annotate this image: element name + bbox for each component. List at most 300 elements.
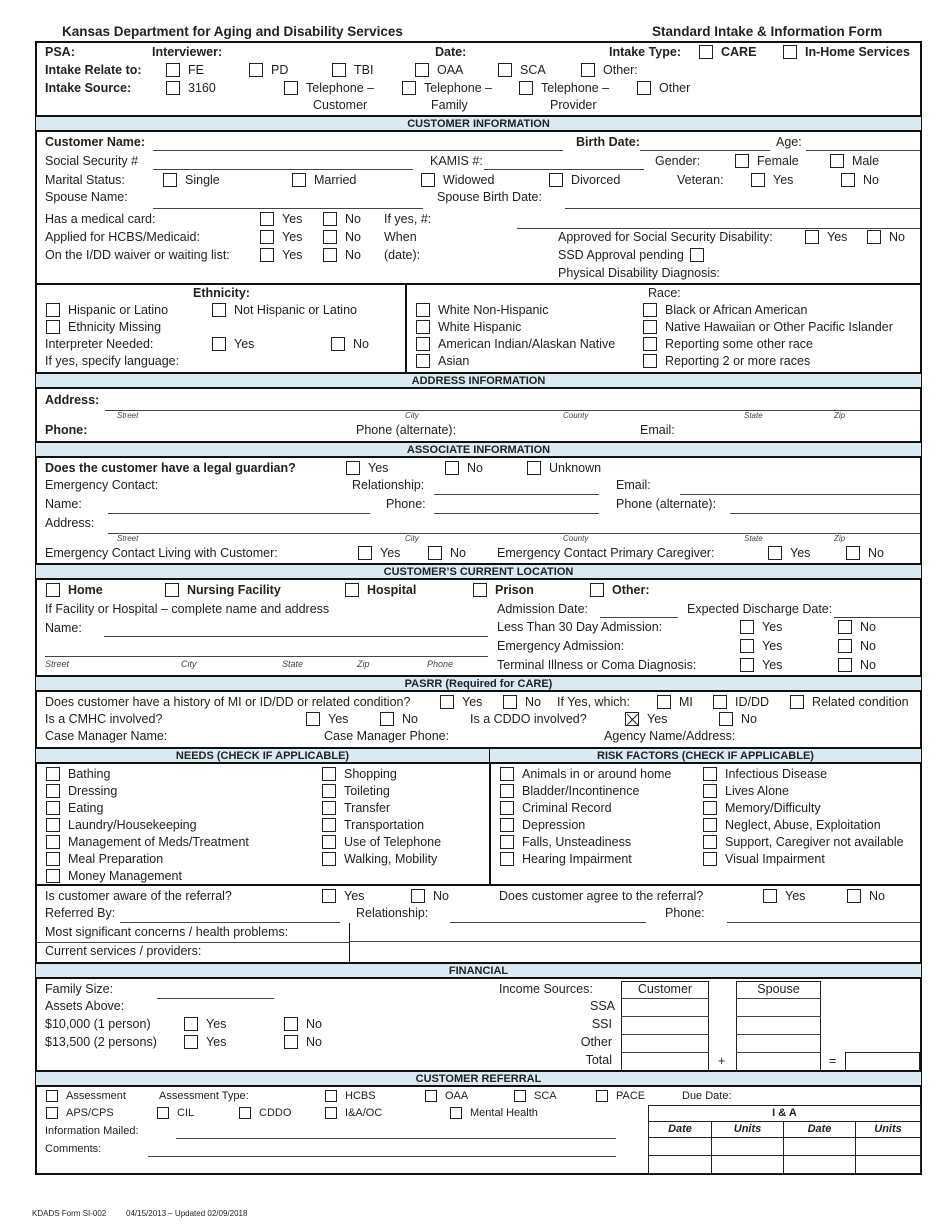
pasrr-history-yes-label: Yes: [462, 695, 483, 709]
race-pacific-label: Native Hawaiian or Other Pacific Islander: [665, 320, 893, 334]
mailed-field[interactable]: [176, 1138, 616, 1139]
need-walking-label: Walking, Mobility: [344, 852, 438, 866]
idd-no-checkbox[interactable]: [323, 248, 337, 262]
gender-label: Gender:: [655, 154, 701, 168]
need-telephone-checkbox[interactable]: [322, 835, 336, 849]
risk-support-checkbox[interactable]: [703, 835, 717, 849]
need-money-checkbox[interactable]: [46, 869, 60, 883]
risk-infectious-label: Infectious Disease: [725, 767, 828, 781]
living-yes-label: Yes: [380, 546, 401, 560]
pasrr-history-no-label: No: [525, 695, 541, 709]
facility-name-field[interactable]: [104, 636, 488, 637]
widowed-checkbox[interactable]: [421, 173, 435, 187]
ssd-pending-checkbox[interactable]: [690, 248, 704, 262]
agree-no-checkbox[interactable]: [847, 889, 861, 903]
relate-sca-label: SCA: [520, 63, 546, 77]
need-shopping-label: Shopping: [344, 767, 397, 781]
veteran-no-label: No: [863, 173, 879, 187]
source-3160-checkbox[interactable]: [166, 81, 180, 95]
interpreter-no-checkbox[interactable]: [331, 337, 345, 351]
relate-label: Intake Relate to:: [45, 63, 142, 77]
source-tel-customer-checkbox[interactable]: [284, 81, 298, 95]
location-header: CUSTOMER’S CURRENT LOCATION: [36, 563, 921, 580]
risk-falls-checkbox[interactable]: [500, 835, 514, 849]
need-toileting-checkbox[interactable]: [322, 784, 336, 798]
p2-no-checkbox[interactable]: [284, 1035, 298, 1049]
ia-oc-label: I&A/OC: [345, 1107, 383, 1119]
associate-name-field[interactable]: [108, 513, 370, 514]
ia-col-date-2: Date: [783, 1122, 855, 1138]
risk-visual-checkbox[interactable]: [703, 852, 717, 866]
male-checkbox[interactable]: [830, 154, 844, 168]
date-label: Date:: [435, 45, 467, 59]
plus-sign: +: [718, 1054, 726, 1068]
race-black-label: Black or African American: [665, 303, 808, 317]
relate-pd-label: PD: [271, 63, 289, 77]
need-meds-checkbox[interactable]: [46, 835, 60, 849]
ref-oaa-checkbox[interactable]: [425, 1090, 437, 1102]
cil-checkbox[interactable]: [157, 1107, 169, 1119]
family-size-label: Family Size:: [45, 982, 114, 996]
associate-phone-field[interactable]: [434, 513, 599, 514]
comments-label: Comments:: [45, 1143, 102, 1155]
race-title: Race:: [648, 286, 681, 300]
emergency-yes-checkbox[interactable]: [740, 639, 754, 653]
female-checkbox[interactable]: [735, 154, 749, 168]
widowed-label: Widowed: [443, 173, 495, 187]
associate-header: ASSOCIATE INFORMATION: [36, 441, 921, 458]
cddo-yes-label: Yes: [647, 712, 668, 726]
medical-card-yes-checkbox[interactable]: [260, 212, 274, 226]
loc-nursing-checkbox[interactable]: [165, 583, 179, 597]
hcbs-yes-label: Yes: [282, 230, 303, 244]
ia-entry-cells[interactable]: [649, 1138, 920, 1173]
cm-phone-label: Case Manager Phone:: [324, 729, 450, 743]
intake-type-label: Intake Type:: [609, 45, 682, 59]
loc-other-checkbox[interactable]: [590, 583, 604, 597]
risk-neglect-checkbox[interactable]: [703, 818, 717, 832]
hcbs-label: Applied for HCBS/Medicaid:: [45, 230, 200, 244]
income-label: Income Sources:: [499, 982, 593, 996]
risk-memory-label: Memory/Difficulty: [725, 801, 821, 815]
p1-yes-checkbox[interactable]: [184, 1017, 198, 1031]
idd-yes-checkbox[interactable]: [260, 248, 274, 262]
lt30-yes-label: Yes: [762, 620, 783, 634]
divorced-checkbox[interactable]: [549, 173, 563, 187]
risk-depression-checkbox[interactable]: [500, 818, 514, 832]
race-asian-label: Asian: [438, 354, 470, 368]
loc-prison-checkbox[interactable]: [473, 583, 487, 597]
terminal-yes-label: Yes: [762, 658, 783, 672]
race-two-plus-label: Reporting 2 or more races: [665, 354, 811, 368]
ref-pace-checkbox[interactable]: [596, 1090, 608, 1102]
associate-county-sub: County: [563, 534, 589, 543]
race-other-checkbox[interactable]: [643, 337, 657, 351]
hcbs-no-checkbox[interactable]: [323, 230, 337, 244]
need-walking-checkbox[interactable]: [322, 852, 336, 866]
ref-hcbs-label: HCBS: [345, 1090, 376, 1102]
mental-health-label: Mental Health: [470, 1107, 538, 1119]
loc-nursing-label: Nursing Facility: [187, 583, 281, 597]
need-eating-checkbox[interactable]: [46, 801, 60, 815]
living-yes-checkbox[interactable]: [358, 546, 372, 560]
pasrr-iddd-label: ID/DD: [735, 695, 770, 709]
caregiver-no-checkbox[interactable]: [846, 546, 860, 560]
in-home-checkbox[interactable]: [783, 45, 797, 59]
age-label: Age:: [776, 135, 802, 149]
need-laundry-label: Laundry/Housekeeping: [68, 818, 197, 832]
income-total-label: Total: [585, 1053, 612, 1067]
care-label: CARE: [721, 45, 757, 59]
need-money-label: Money Management: [68, 869, 182, 883]
income-ssa-label: SSA: [590, 999, 616, 1013]
pasrr-iddd-checkbox[interactable]: [713, 695, 727, 709]
race-asian-checkbox[interactable]: [416, 354, 430, 368]
source-label: Intake Source:: [45, 81, 132, 95]
relate-tbi-checkbox[interactable]: [332, 63, 346, 77]
services-label: Current services / providers:: [45, 944, 202, 958]
aware-no-checkbox[interactable]: [411, 889, 425, 903]
email-label: Email:: [640, 423, 675, 437]
ref-sca-label: SCA: [534, 1090, 557, 1102]
agree-no-label: No: [869, 889, 885, 903]
need-shopping-checkbox[interactable]: [322, 767, 336, 781]
spouse-ssi-field[interactable]: [736, 1034, 821, 1035]
medical-card-no-checkbox[interactable]: [323, 212, 337, 226]
ethnicity-title: Ethnicity:: [193, 286, 250, 300]
equals-sign: =: [829, 1054, 837, 1068]
relationship-field[interactable]: [434, 494, 599, 495]
address-county-sub: County: [563, 411, 589, 420]
risk-falls-label: Falls, Unsteadiness: [522, 835, 632, 849]
admission-date-field[interactable]: [600, 617, 678, 618]
phone-label: Phone:: [45, 423, 88, 437]
date-paren-label: (date):: [384, 248, 421, 262]
interpreter-no-label: No: [353, 337, 369, 351]
terminal-yes-checkbox[interactable]: [740, 658, 754, 672]
pasrr-mi-label: MI: [679, 695, 693, 709]
relate-fe-checkbox[interactable]: [166, 63, 180, 77]
caregiver-yes-checkbox[interactable]: [768, 546, 782, 560]
ssn-field[interactable]: [153, 169, 413, 170]
relate-other-checkbox[interactable]: [581, 63, 595, 77]
cddo-label: Is a CDDO involved?: [470, 712, 587, 726]
caregiver-no-label: No: [868, 546, 884, 560]
kamis-field[interactable]: [484, 169, 644, 170]
medical-card-yes-label: Yes: [282, 212, 303, 226]
source-tel-provider-checkbox[interactable]: [519, 81, 533, 95]
grand-total-field[interactable]: [845, 1052, 920, 1071]
financial-header: FINANCIAL: [36, 962, 921, 979]
concerns-field[interactable]: [350, 941, 920, 942]
ethnicity-missing-checkbox[interactable]: [46, 320, 60, 334]
source-tel-family-label: Telephone –: [424, 81, 493, 95]
source-3160-label: 3160: [188, 81, 216, 95]
facility-phone-sub: Phone: [427, 659, 454, 669]
mental-health-checkbox[interactable]: [450, 1107, 462, 1119]
marital-label: Marital Status:: [45, 173, 125, 187]
relate-tbi-label: TBI: [354, 63, 374, 77]
hispanic-label: Hispanic or Latino: [68, 303, 169, 317]
kamis-label: KAMIS #:: [430, 154, 483, 168]
lt30-no-label: No: [860, 620, 876, 634]
pasrr-header: PASRR (Required for CARE): [36, 675, 921, 692]
source-tel-provider-label: Telephone –: [541, 81, 610, 95]
veteran-no-checkbox[interactable]: [841, 173, 855, 187]
pasrr-related-checkbox[interactable]: [790, 695, 804, 709]
risk-bladder-checkbox[interactable]: [500, 784, 514, 798]
income-spouse-header: Spouse: [757, 982, 800, 996]
terminal-no-checkbox[interactable]: [838, 658, 852, 672]
due-date-label: Due Date:: [682, 1090, 732, 1102]
spouse-name-field[interactable]: [153, 208, 423, 209]
customer-name-field[interactable]: [153, 150, 563, 151]
single-checkbox[interactable]: [163, 173, 177, 187]
lt30-no-checkbox[interactable]: [838, 620, 852, 634]
race-pacific-checkbox[interactable]: [643, 320, 657, 334]
aware-yes-label: Yes: [344, 889, 365, 903]
caregiver-label: Emergency Contact Primary Caregiver:: [497, 546, 715, 560]
comments-field[interactable]: [148, 1156, 616, 1157]
when-label: When: [384, 230, 417, 244]
need-meds-label: Management of Meds/Treatment: [68, 835, 249, 849]
cust-ssi-field[interactable]: [621, 1034, 709, 1035]
guardian-label: Does the customer have a legal guardian?: [45, 461, 296, 475]
birth-date-field[interactable]: [640, 150, 770, 151]
ethnicity-missing-label: Ethnicity Missing: [68, 320, 162, 334]
need-transfer-checkbox[interactable]: [322, 801, 336, 815]
p1-no-checkbox[interactable]: [284, 1017, 298, 1031]
emergency-no-label: No: [860, 639, 876, 653]
relate-sca-checkbox[interactable]: [498, 63, 512, 77]
pasrr-history-yes-checkbox[interactable]: [440, 695, 454, 709]
not-hispanic-checkbox[interactable]: [212, 303, 226, 317]
terminal-label: Terminal Illness or Coma Diagnosis:: [497, 658, 697, 672]
veteran-label: Veteran:: [677, 173, 724, 187]
aps-checkbox[interactable]: [46, 1107, 58, 1119]
medical-card-number-field[interactable]: [517, 228, 920, 229]
source-tel-family-checkbox[interactable]: [402, 81, 416, 95]
family-size-field[interactable]: [157, 998, 274, 999]
p2-yes-checkbox[interactable]: [184, 1035, 198, 1049]
hispanic-checkbox[interactable]: [46, 303, 60, 317]
ssn-label: Social Security #: [45, 154, 139, 168]
spouse-bd-label: Spouse Birth Date:: [437, 190, 542, 204]
concerns-underline: [36, 942, 350, 943]
race-two-plus-checkbox[interactable]: [643, 354, 657, 368]
income-customer-header: Customer: [637, 982, 693, 996]
pasrr-if-yes-label: If Yes, which:: [557, 695, 630, 709]
cddo-no-checkbox[interactable]: [719, 712, 733, 726]
risk-infectious-checkbox[interactable]: [703, 767, 717, 781]
address-zip-sub: Zip: [834, 411, 846, 420]
need-telephone-label: Use of Telephone: [344, 835, 442, 849]
associate-phone-alt-field[interactable]: [730, 513, 920, 514]
ref-phone-label: Phone:: [665, 906, 705, 920]
pasrr-mi-checkbox[interactable]: [657, 695, 671, 709]
needs-header: NEEDS (CHECK IF APPLICABLE): [36, 747, 491, 764]
veteran-yes-label: Yes: [773, 173, 794, 187]
cddo-yes-checkbox-checked[interactable]: [625, 712, 639, 726]
cmhc-label: Is a CMHC involved?: [45, 712, 163, 726]
address-street-sub: Street: [117, 411, 139, 420]
ssd-approved-yes-checkbox[interactable]: [805, 230, 819, 244]
discharge-date-label: Expected Discharge Date:: [687, 602, 833, 616]
associate-email-field[interactable]: [680, 494, 920, 495]
spouse-other-field[interactable]: [736, 1052, 821, 1053]
spouse-bd-field[interactable]: [565, 208, 920, 209]
ssd-approved-no-label: No: [889, 230, 905, 244]
associate-city-sub: City: [405, 534, 419, 543]
associate-address-field[interactable]: [108, 533, 920, 534]
in-home-label: In-Home Services: [805, 45, 910, 59]
ref-sca-checkbox[interactable]: [514, 1090, 526, 1102]
associate-state-sub: State: [744, 534, 763, 543]
language-label: If yes, specify language:: [45, 354, 180, 368]
risk-animals-label: Animals in or around home: [522, 767, 672, 781]
risk-depression-label: Depression: [522, 818, 586, 832]
lt30-yes-checkbox[interactable]: [740, 620, 754, 634]
living-no-checkbox[interactable]: [428, 546, 442, 560]
age-field[interactable]: [806, 150, 920, 151]
aware-label: Is customer aware of the referral?: [45, 889, 232, 903]
ref-pace-label: PACE: [616, 1090, 646, 1102]
guardian-no-checkbox[interactable]: [445, 461, 459, 475]
relate-oaa-label: OAA: [437, 63, 464, 77]
divider-ethnicity-race: [405, 284, 407, 374]
care-checkbox[interactable]: [699, 45, 713, 59]
cmhc-no-label: No: [402, 712, 418, 726]
ref-relationship-field[interactable]: [450, 922, 646, 923]
risk-hearing-label: Hearing Impairment: [522, 852, 632, 866]
relate-oaa-checkbox[interactable]: [415, 63, 429, 77]
terminal-no-label: No: [860, 658, 876, 672]
pasrr-history-label: Does customer have a history of MI or ID/DD or related condition?: [45, 695, 411, 709]
agency-title: Kansas Department for Aging and Disability Services: [62, 24, 403, 39]
address-state-sub: State: [744, 411, 763, 420]
agree-yes-checkbox[interactable]: [763, 889, 777, 903]
ref-phone-field[interactable]: [727, 922, 920, 923]
veteran-yes-checkbox[interactable]: [751, 173, 765, 187]
cust-ssa-field[interactable]: [621, 1016, 709, 1017]
living-with-label: Emergency Contact Living with Customer:: [45, 546, 278, 560]
discharge-date-field[interactable]: [834, 617, 920, 618]
divider-needs-risk: [489, 764, 491, 885]
loc-home-checkbox[interactable]: [46, 583, 60, 597]
ref-hcbs-checkbox[interactable]: [325, 1090, 337, 1102]
risk-memory-checkbox[interactable]: [703, 801, 717, 815]
loc-other-label: Other:: [612, 583, 650, 597]
married-checkbox[interactable]: [292, 173, 306, 187]
male-label: Male: [852, 154, 880, 168]
married-label: Married: [314, 173, 357, 187]
assets-label: Assets Above:: [45, 999, 125, 1013]
guardian-unknown-checkbox[interactable]: [527, 461, 541, 475]
need-meal-checkbox[interactable]: [46, 852, 60, 866]
ia-col-date-1: Date: [649, 1122, 711, 1138]
facility-city-sub: City: [181, 659, 197, 669]
phys-dx-label: Physical Disability Diagnosis:: [558, 266, 720, 280]
facility-street-sub: Street: [45, 659, 70, 669]
need-meal-label: Meal Preparation: [68, 852, 164, 866]
p2-no-label: No: [306, 1035, 322, 1049]
loc-prison-label: Prison: [495, 583, 534, 597]
spouse-name-label: Spouse Name:: [45, 190, 128, 204]
associate-phone-label: Phone:: [386, 497, 426, 511]
relationship-label: Relationship:: [352, 478, 425, 492]
cddo-ref-checkbox[interactable]: [239, 1107, 251, 1119]
risk-animals-checkbox[interactable]: [500, 767, 514, 781]
cust-other-field[interactable]: [621, 1052, 709, 1053]
ssd-approved-no-checkbox[interactable]: [867, 230, 881, 244]
ia-col-units-1: Units: [711, 1122, 783, 1138]
race-white-hispanic-label: White Hispanic: [438, 320, 522, 334]
cddo-no-label: No: [741, 712, 757, 726]
cmhc-yes-checkbox[interactable]: [306, 712, 320, 726]
need-laundry-checkbox[interactable]: [46, 818, 60, 832]
ia-table-title: I & A: [649, 1106, 920, 1122]
aware-yes-checkbox[interactable]: [322, 889, 336, 903]
risk-lives-alone-label: Lives Alone: [725, 784, 789, 798]
agency-label: Agency Name/Address:: [604, 729, 736, 743]
ssd-pending-label: SSD Approval pending: [558, 248, 684, 262]
address-field[interactable]: [105, 410, 920, 411]
lt30-label: Less Than 30 Day Admission:: [497, 620, 663, 634]
pasrr-history-no-checkbox[interactable]: [503, 695, 517, 709]
need-bathing-checkbox[interactable]: [46, 767, 60, 781]
risk-neglect-label: Neglect, Abuse, Exploitation: [725, 818, 881, 832]
assessment-checkbox[interactable]: [46, 1090, 58, 1102]
need-transportation-checkbox[interactable]: [322, 818, 336, 832]
interpreter-label: Interpreter Needed:: [45, 337, 154, 351]
risk-criminal-checkbox[interactable]: [500, 801, 514, 815]
facility-address-field[interactable]: [45, 656, 488, 657]
need-dressing-checkbox[interactable]: [46, 784, 60, 798]
spouse-ssa-field[interactable]: [736, 1016, 821, 1017]
race-american-indian-checkbox[interactable]: [416, 337, 430, 351]
source-other-checkbox[interactable]: [637, 81, 651, 95]
source-tel-customer-label: Telephone –: [306, 81, 375, 95]
referral-header: CUSTOMER REFERRAL: [36, 1070, 921, 1087]
address-header: ADDRESS INFORMATION: [36, 372, 921, 389]
relate-pd-checkbox[interactable]: [249, 63, 263, 77]
need-dressing-label: Dressing: [68, 784, 118, 798]
risk-lives-alone-checkbox[interactable]: [703, 784, 717, 798]
guardian-yes-checkbox[interactable]: [346, 461, 360, 475]
loc-hospital-checkbox[interactable]: [345, 583, 359, 597]
race-white-hispanic-checkbox[interactable]: [416, 320, 430, 334]
idd-no-label: No: [345, 248, 361, 262]
guardian-yes-label: Yes: [368, 461, 389, 475]
ref-oaa-label: OAA: [445, 1090, 469, 1102]
cmhc-no-checkbox[interactable]: [380, 712, 394, 726]
hcbs-yes-checkbox[interactable]: [260, 230, 274, 244]
risk-hearing-checkbox[interactable]: [500, 852, 514, 866]
idd-label: On the I/DD waiver or waiting list:: [45, 248, 230, 262]
ia-oc-checkbox[interactable]: [325, 1107, 337, 1119]
referred-by-field[interactable]: [120, 922, 340, 923]
emergency-yes-label: Yes: [762, 639, 783, 653]
relate-fe-label: FE: [188, 63, 204, 77]
assessment-label: Assessment: [66, 1090, 126, 1102]
loc-home-label: Home: [68, 583, 103, 597]
interpreter-yes-checkbox[interactable]: [212, 337, 226, 351]
race-white-non-hispanic-checkbox[interactable]: [416, 303, 430, 317]
address-label: Address:: [45, 393, 100, 407]
race-black-checkbox[interactable]: [643, 303, 657, 317]
emergency-no-checkbox[interactable]: [838, 639, 852, 653]
associate-address-label: Address:: [45, 516, 95, 530]
